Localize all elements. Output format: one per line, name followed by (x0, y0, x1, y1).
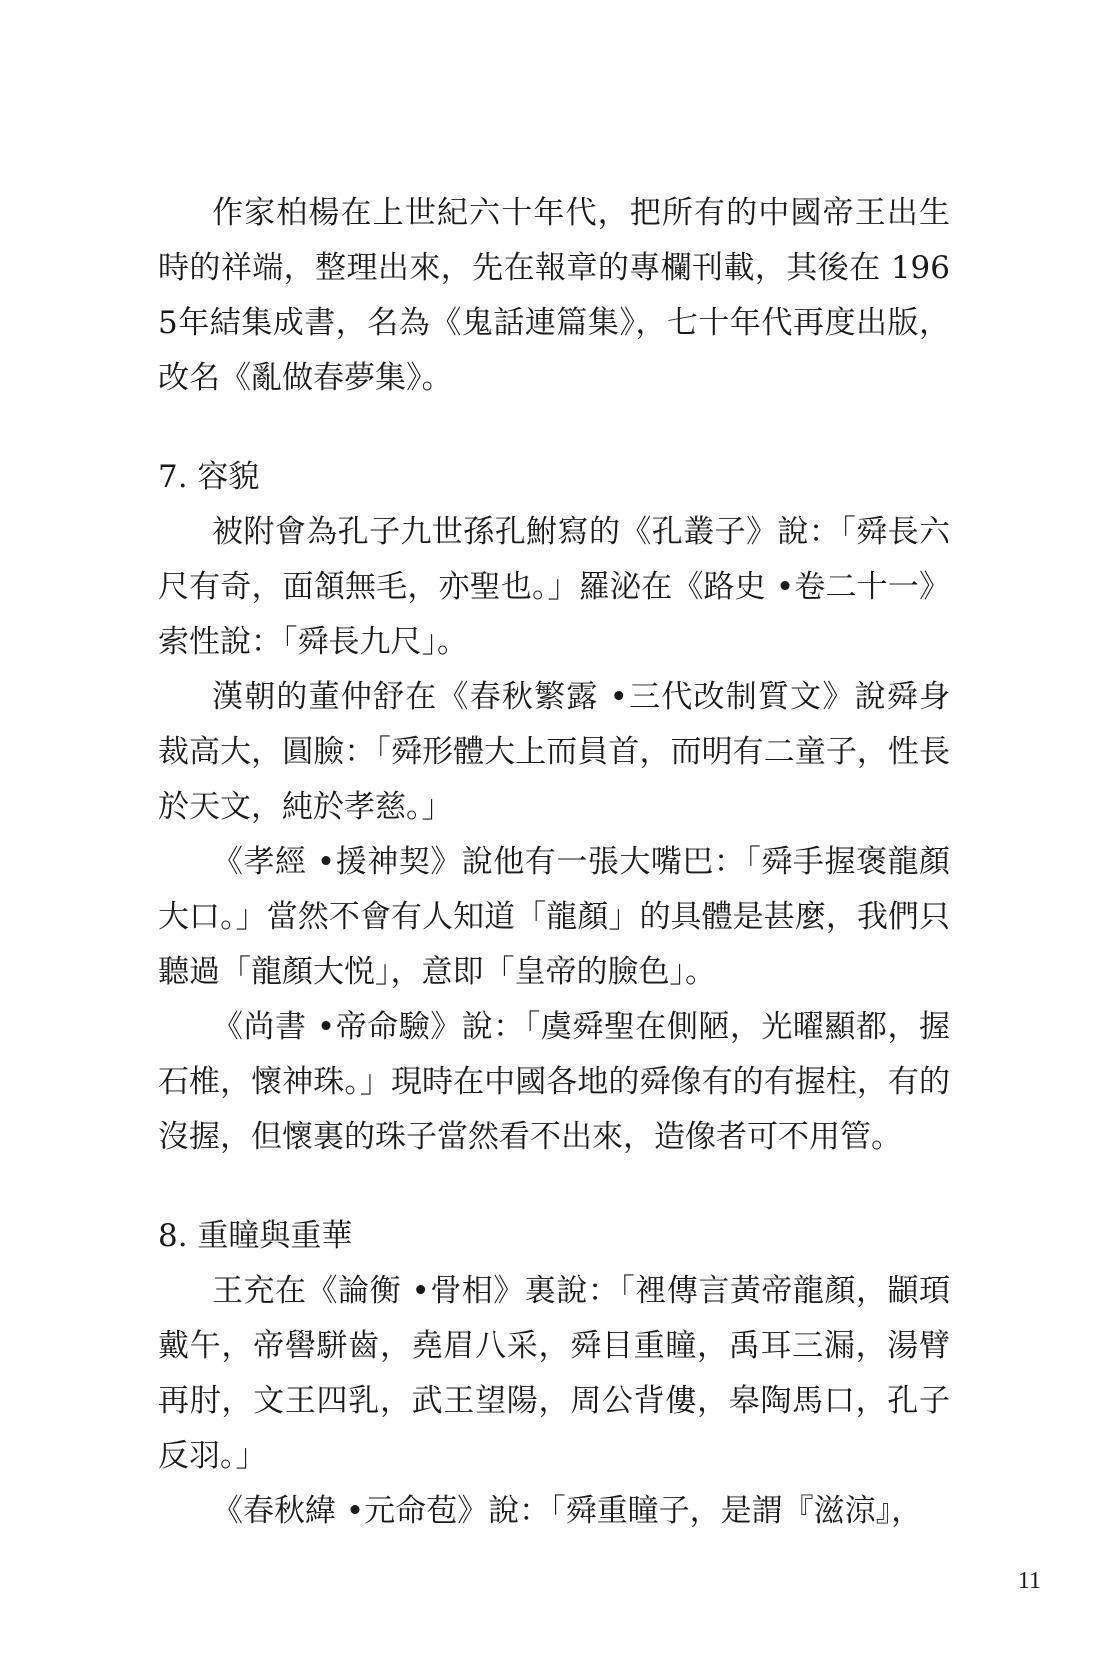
page-number: 11 (1017, 1568, 1041, 1594)
section-7-heading: 7. 容貌 (158, 459, 260, 495)
intro-paragraph: 作家柏楊在上世紀六十年代，把所有的中國帝王出生時的祥端，整理出來，先在報章的專欄刊載，其後在 1965年結集成書，名為《鬼話連篇集》，七十年代再度出版，改名《亂做春夢集》。 (158, 195, 950, 396)
section-7-paragraph: 漢朝的董仲舒在《春秋繁露 •三代改制質文》說舜身裁高大，圓臉：「舜形體大上而員首，而明有二童子，性長於天文，純於孝慈。」 (158, 679, 950, 825)
section-8-paragraph: 王充在《論衡 •骨相》裏說：「裡傳言黃帝龍顏，顓頊戴午，帝嚳駢齒，堯眉八采，舜目重瞳，禹耳三漏，湯臂再肘，文王四乳，武王望陽，周公背僂，皋陶馬口，孔子反羽。」 (158, 1273, 950, 1474)
section-8-paragraph: 《春秋緯 •元命苞》說：「舜重瞳子，是謂『滋涼』， (212, 1493, 923, 1529)
page-body (158, 186, 950, 1539)
section-7-paragraph: 被附會為孔子九世孫孔鮒寫的《孔叢子》說：「舜長六尺有奇，面頷無毛，亦聖也。」羅泌在《路史 •卷二十一》索性說：「舜長九尺」。 (158, 514, 950, 660)
section-7-paragraph: 《尚書 •帝命驗》說：「虞舜聖在側陋，光曜顯都，握石椎，懷神珠。」現時在中國各地的舜像有的有握柱，有的沒握，但懷裏的珠子當然看不出來，造像者可不用管。 (158, 1009, 950, 1155)
section-7-paragraph: 《孝經 •援神契》說他有一張大嘴巴：「舜手握褒龍顏大口。」當然不會有人知道「龍顏」的具體是甚麼，我們只聽過「龍顏大悦」，意即「皇帝的臉色」。 (158, 844, 950, 990)
section-8-heading: 8. 重瞳與重華 (158, 1218, 353, 1254)
